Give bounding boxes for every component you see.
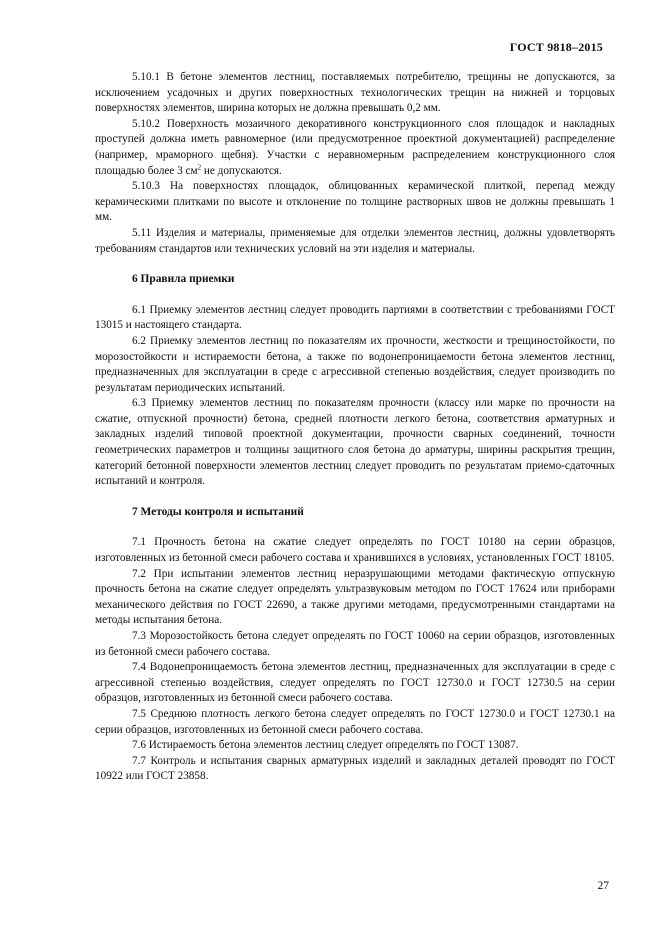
superscript: 2 [197, 162, 202, 171]
paragraph-7-5: 7.5 Среднюю плотность легкого бетона следует определять по ГОСТ 12730.0 и ГОСТ 12730.1 на серии образцов, изготовленных из бетонной смеси рабочего состава. [95, 707, 615, 736]
paragraph-7-3: 7.3 Морозостойкость бетона следует определять по ГОСТ 10060 на серии образцов, изготовленных из бетонной смеси рабочего состава. [95, 630, 615, 658]
paragraph-5-10-3: 5.10.3 На поверхностях площадок, облицованных керамической плиткой, перепад между керамическими плитками по высоте и отклонение по толщине растворных швов не должны превышать 1 мм. [95, 180, 615, 224]
page-number: 27 [597, 880, 609, 892]
paragraph-7-1: 7.1 Прочность бетона на сжатие следует определять по ГОСТ 10180 на серии образцов, изготовленных из бетонной смеси рабочего состава и хранившихся в условиях, установленных ГОСТ 18105. [95, 536, 615, 565]
paragraph-6-3: 6.3 Приемку элементов лестниц по показателям прочности (классу или марке по прочности на сжатие, отпускной прочности) бетона, средней плотности легкого бетона, соответствия арматурных и закладных изделий типовой проектной документации, прочности сварных соединений, точности геометрических параметров и толщины защитного слоя бетона до арматуры, ширины раскрытия трещин, категорий бетонной поверхности элементов лестниц следует проводить по результатам приемо-сдаточных испытаний и контроля. [95, 397, 615, 488]
paragraph-6-1: 6.1 Приемку элементов лестниц следует проводить партиями в соответствии с требованиями ГОСТ 13015 и настоящего стандарта. [95, 303, 615, 332]
paragraph-7-7: 7.7 Контроль и испытания сварных арматурных изделий и закладных деталей проводят по ГОСТ 10922 или ГОСТ 23858. [95, 754, 615, 783]
paragraph-5-11: 5.11 Изделия и материалы, применяемые для отделки элементов лестниц, должны удовлетворять требованиям стандартов или технических условий на эти изделия и материалы. [95, 226, 615, 255]
paragraph-5-10-2-text: 5.10.2 Поверхность мозаичного декоративного конструкционного слоя площадок и накладных проступей должна иметь равномерное (или предусмотренное проектной документацией) распределение (например, мраморного щебня). Участки с неравномерным распределением конструкционного слоя площадью более 3 см [95, 117, 615, 177]
paragraph-6-2: 6.2 Приемку элементов лестниц по показателям их прочности, жесткости и трещиностойкости, по морозостойкости и истираемости бетона, а также по водонепроницаемости бетона элементов лестниц, предназначенных для эксплуатации в среде с агрессивной степенью воздействия, следует производить по результатам периодических испытаний. [95, 334, 615, 394]
section-heading-7: 7 Методы контроля и испытаний [132, 505, 304, 518]
section-heading-6: 6 Правила приемки [132, 273, 235, 286]
document-body [95, 70, 615, 785]
paragraph-7-2: 7.2 При испытании элементов лестниц неразрушающими методами фактическую отпускную прочность бетона на сжатие следует определять ультразвуковым методом по ГОСТ 17624 или приборами механического действия по ГОСТ 22690, а также другими методами, предусмотренными стандартами на методы испытания бетона. [95, 567, 615, 627]
document-header: ГОСТ 9818–2015 [509, 40, 603, 54]
paragraph-7-6: 7.6 Истираемость бетона элементов лестниц следует определять по ГОСТ 13087. [132, 739, 519, 752]
paragraph-5-10-1: 5.10.1 В бетоне элементов лестниц, поставляемых потребителю, трещины не допускаются, за исключением усадочных и других поверхностных технологических трещин на нижней и торцовых поверхностях элементов, ширина которых не должна превышать 0,2 мм. [95, 71, 615, 115]
paragraph-5-10-2-end: не допускаются. [201, 164, 282, 177]
paragraph-5-10-2 [95, 117, 615, 179]
paragraph-7-4: 7.4 Водонепроницаемость бетона элементов лестниц, предназначенных для эксплуатации в среде с агрессивной степенью воздействия, следует определять по ГОСТ 12730.0 и ГОСТ 12730.5 на серии образцов, изготовленных из бетонной смеси рабочего состава. [95, 661, 615, 705]
